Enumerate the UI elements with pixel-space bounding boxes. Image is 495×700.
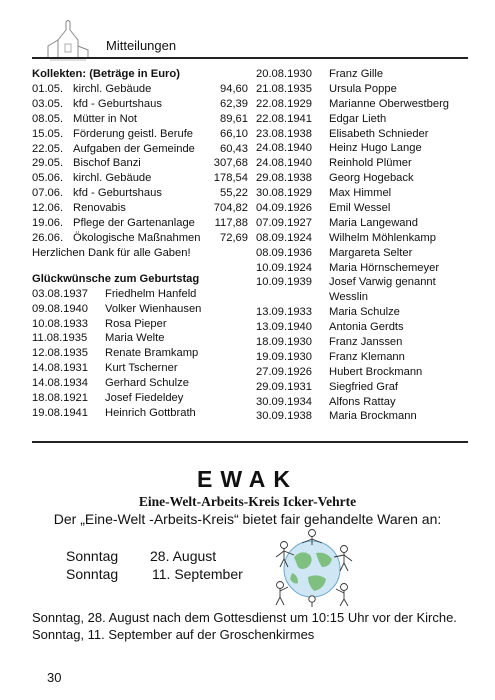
church-logo-icon bbox=[44, 20, 92, 62]
birthday-row bbox=[256, 186, 466, 201]
birthday-row bbox=[256, 320, 466, 335]
birthday-row bbox=[256, 201, 466, 216]
birthday-name: Gerhard Schulze bbox=[105, 377, 189, 390]
kollekte-row bbox=[32, 156, 248, 171]
kollekte-amount: 307,68 bbox=[213, 157, 248, 170]
birthday-list-right bbox=[256, 67, 466, 424]
left-column bbox=[32, 67, 248, 421]
birthday-date: 19.08.1941 bbox=[32, 406, 88, 419]
birthday-name: Josef Varwig genannt bbox=[329, 276, 436, 289]
kollekte-amount: 117,88 bbox=[214, 217, 248, 230]
birthday-row bbox=[32, 391, 248, 406]
kollekte-row bbox=[32, 127, 248, 142]
birthday-row bbox=[256, 350, 466, 365]
ewak-date-value: 11. September bbox=[152, 566, 243, 582]
birthday-date: 18.09.1930 bbox=[256, 336, 312, 349]
birthday-name: Ursula Poppe bbox=[329, 82, 397, 95]
birthday-name: Maria Hörnschemeyer bbox=[329, 261, 440, 274]
ewak-note: Sonntag, 28. August nach dem Gottesdienst um 10:15 Uhr vor der Kirche. bbox=[32, 610, 457, 625]
birthday-date: 30.09.1934 bbox=[256, 395, 312, 408]
birthday-name: Georg Hogeback bbox=[329, 172, 414, 185]
kollekte-purpose: kfd - Geburtshaus bbox=[73, 187, 162, 200]
birthday-row bbox=[32, 331, 248, 346]
kollekte-amount: 55,22 bbox=[220, 187, 248, 200]
birthday-name: Maria Welte bbox=[105, 332, 165, 345]
birthday-row bbox=[256, 409, 466, 424]
kollekte-date: 29.05. bbox=[32, 157, 64, 170]
birthday-date: 09.08.1940 bbox=[32, 302, 88, 315]
birthday-row bbox=[32, 406, 248, 421]
birthday-date: 22.08.1941 bbox=[256, 112, 312, 125]
ewak-date-day: Sonntag bbox=[66, 566, 119, 582]
birthday-date: 13.09.1940 bbox=[256, 321, 312, 334]
kollekte-purpose: Förderung geistl. Berufe bbox=[73, 127, 194, 140]
birthday-row bbox=[256, 365, 466, 380]
birthday-row bbox=[256, 141, 466, 156]
birthday-date: 12.08.1935 bbox=[32, 347, 88, 360]
birthday-name: Volker Wienhausen bbox=[105, 302, 202, 315]
ewak-note: Sonntag, 11. September auf der Groschenkirmes bbox=[32, 627, 315, 642]
birthday-date: 03.08.1937 bbox=[32, 287, 88, 300]
birthday-date: 10.09.1939 bbox=[256, 276, 312, 289]
birthday-name: Marianne Oberwestberg bbox=[329, 97, 450, 110]
birthday-name: Edgar Lieth bbox=[329, 112, 387, 125]
birthday-date: 29.08.1938 bbox=[256, 172, 312, 185]
birthday-name: Elisabeth Schnieder bbox=[329, 127, 429, 140]
birthday-name: Franz Gille bbox=[329, 68, 384, 80]
birthday-date: 29.09.1931 bbox=[256, 380, 312, 393]
birthday-date: 30.09.1938 bbox=[256, 410, 312, 423]
header-divider bbox=[32, 57, 468, 59]
birthday-row bbox=[256, 395, 466, 410]
kollekte-amount: 62,39 bbox=[220, 97, 248, 110]
birthday-name: Antonia Gerdts bbox=[329, 321, 404, 334]
ewak-notes bbox=[32, 609, 457, 643]
birthday-row bbox=[256, 290, 466, 305]
kollekte-row bbox=[32, 231, 248, 246]
kollekte-purpose: Ökologische Maßnahmen bbox=[73, 231, 201, 244]
section-divider bbox=[32, 441, 468, 443]
birthday-date: 22.08.1929 bbox=[256, 97, 312, 110]
ewak-date-row bbox=[66, 565, 266, 583]
birthday-name: Alfons Rattay bbox=[329, 395, 396, 408]
birthday-name: Wilhelm Möhlenkamp bbox=[329, 231, 436, 244]
ewak-date-row bbox=[66, 547, 266, 565]
kollekte-amount: 704,82 bbox=[213, 202, 248, 215]
birthday-date: 14.08.1931 bbox=[32, 362, 88, 375]
kollekten-list bbox=[32, 82, 248, 246]
birthday-row bbox=[256, 127, 466, 142]
birthday-row bbox=[256, 156, 466, 171]
kollekte-purpose: kirchl. Gebäude bbox=[73, 172, 152, 185]
kollekte-row bbox=[32, 82, 248, 97]
kollekte-purpose: Renovabis bbox=[73, 202, 126, 215]
birthday-name: Renate Bramkamp bbox=[105, 347, 199, 360]
birthday-row bbox=[256, 261, 466, 276]
kollekte-row bbox=[32, 171, 248, 186]
page-number: 30 bbox=[47, 670, 62, 685]
birthday-date: 10.09.1924 bbox=[256, 261, 312, 274]
birthday-date: 08.09.1936 bbox=[256, 246, 312, 259]
kollekten-thanks: Herzlichen Dank für alle Gaben! bbox=[32, 246, 191, 259]
birthday-name: Maria Schulze bbox=[329, 306, 400, 319]
birthday-name: Wesslin bbox=[329, 291, 368, 304]
birthday-date: 04.09.1926 bbox=[256, 202, 312, 215]
birthday-row bbox=[256, 171, 466, 186]
ewak-title: EWAK bbox=[197, 466, 298, 492]
birthday-name: Josef Fiedeldey bbox=[105, 392, 184, 405]
kollekte-amount: 89,61 bbox=[220, 112, 248, 125]
birthday-date: 19.09.1930 bbox=[256, 350, 312, 363]
kollekte-date: 22.05. bbox=[32, 142, 64, 155]
ewak-dates bbox=[66, 547, 266, 583]
birthday-row bbox=[256, 67, 466, 82]
kollekte-purpose: Pflege der Gartenanlage bbox=[73, 217, 195, 230]
kollekte-amount: 178,54 bbox=[213, 172, 248, 185]
birthday-date: 20.08.1930 bbox=[256, 68, 312, 80]
birthday-name: Franz Klemann bbox=[329, 350, 405, 363]
kollekte-date: 15.05. bbox=[32, 127, 64, 140]
birthday-date: 14.08.1934 bbox=[32, 377, 88, 390]
birthday-row bbox=[32, 346, 248, 361]
kollekte-row bbox=[32, 201, 248, 216]
birthday-name: Reinhold Plümer bbox=[329, 157, 412, 170]
kollekte-date: 19.06. bbox=[32, 217, 64, 230]
birthday-name: Franz Janssen bbox=[329, 336, 403, 349]
birthday-row bbox=[32, 361, 248, 376]
birthday-row bbox=[256, 112, 466, 127]
birthday-date: 21.08.1935 bbox=[256, 82, 312, 95]
birthday-date: 08.09.1924 bbox=[256, 231, 312, 244]
ewak-date-value: 28. August bbox=[150, 548, 217, 564]
kollekte-row bbox=[32, 142, 248, 157]
kollekte-purpose: Mütter in Not bbox=[73, 112, 138, 125]
birthday-date: 11.08.1935 bbox=[32, 332, 88, 345]
kollekte-date: 05.06. bbox=[32, 172, 64, 185]
kollekte-amount: 94,60 bbox=[220, 83, 248, 95]
birthday-row bbox=[32, 302, 248, 317]
birthday-date: 30.08.1929 bbox=[256, 187, 312, 200]
kollekte-date: 01.05. bbox=[32, 83, 64, 95]
birthday-row bbox=[256, 380, 466, 395]
birthday-name: Margareta Selter bbox=[329, 246, 413, 259]
birthday-date: 13.09.1933 bbox=[256, 306, 312, 319]
page-title: Mitteilungen bbox=[106, 38, 177, 53]
birthday-date: 23.08.1938 bbox=[256, 127, 312, 140]
kollekte-row bbox=[32, 112, 248, 127]
birthday-name: Kurt Tscherner bbox=[105, 362, 178, 375]
birthday-name: Max Himmel bbox=[329, 187, 392, 200]
birthday-date: 27.09.1926 bbox=[256, 365, 312, 378]
kollekten-heading: Kollekten: (Beträge in Euro) bbox=[32, 68, 180, 80]
kollekte-purpose: Aufgaben der Gemeinde bbox=[73, 142, 195, 155]
birthday-row bbox=[256, 246, 466, 261]
ewak-date-day: Sonntag bbox=[66, 548, 119, 564]
birthday-name: Siegfried Graf bbox=[329, 380, 399, 393]
kollekte-date: 08.05. bbox=[32, 112, 64, 125]
birthday-name: Hubert Brockmann bbox=[329, 365, 423, 378]
birthday-list-left bbox=[32, 287, 248, 421]
kollekte-row bbox=[32, 216, 248, 231]
kollekte-purpose: kirchl. Gebäude bbox=[73, 83, 152, 95]
birthday-date: 07.09.1927 bbox=[256, 216, 312, 229]
birthday-row bbox=[32, 287, 248, 302]
birthday-name: Rosa Pieper bbox=[105, 317, 167, 330]
ewak-intro: Der „Eine-Welt -Arbeits-Kreis“ bietet fair gehandelte Waren an: bbox=[53, 511, 442, 527]
kollekte-date: 26.06. bbox=[32, 231, 64, 244]
kollekte-date: 12.06. bbox=[32, 202, 64, 215]
birthday-row bbox=[256, 216, 466, 231]
birthday-date: 10.08.1933 bbox=[32, 317, 88, 330]
kollekte-amount: 60,43 bbox=[220, 142, 248, 155]
birthday-row bbox=[32, 317, 248, 332]
ewak-subtitle: Eine-Welt-Arbeits-Kreis Icker-Vehrte bbox=[138, 494, 357, 509]
kollekte-date: 03.05. bbox=[32, 97, 64, 110]
birthday-date: 24.08.1940 bbox=[256, 142, 312, 155]
birthday-name: Emil Wessel bbox=[329, 202, 391, 215]
birthday-row bbox=[256, 305, 466, 320]
globe-people-icon bbox=[268, 527, 356, 607]
birthday-name: Maria Langewand bbox=[329, 216, 418, 229]
kollekte-purpose: kfd - Geburtshaus bbox=[73, 97, 162, 110]
birthday-date: 24.08.1940 bbox=[256, 157, 312, 170]
birthday-row bbox=[256, 275, 466, 290]
birthday-heading: Glückwünsche zum Geburtstag bbox=[32, 272, 200, 285]
kollekte-row bbox=[32, 97, 248, 112]
birthday-row bbox=[256, 335, 466, 350]
birthday-date: 18.08.1921 bbox=[32, 392, 88, 405]
birthday-row bbox=[256, 82, 466, 97]
birthday-name: Maria Brockmann bbox=[329, 410, 417, 423]
birthday-row bbox=[32, 376, 248, 391]
birthday-name: Heinz Hugo Lange bbox=[329, 142, 422, 155]
kollekte-purpose: Bischof Banzi bbox=[73, 157, 141, 170]
kollekte-amount: 72,69 bbox=[220, 231, 248, 244]
kollekte-amount: 66,10 bbox=[220, 127, 248, 140]
kollekte-date: 07.06. bbox=[32, 187, 64, 200]
kollekte-row bbox=[32, 186, 248, 201]
birthday-name: Heinrich Gottbrath bbox=[105, 406, 196, 419]
birthday-row bbox=[256, 231, 466, 246]
birthday-name: Friedhelm Hanfeld bbox=[105, 287, 197, 300]
birthday-row bbox=[256, 97, 466, 112]
